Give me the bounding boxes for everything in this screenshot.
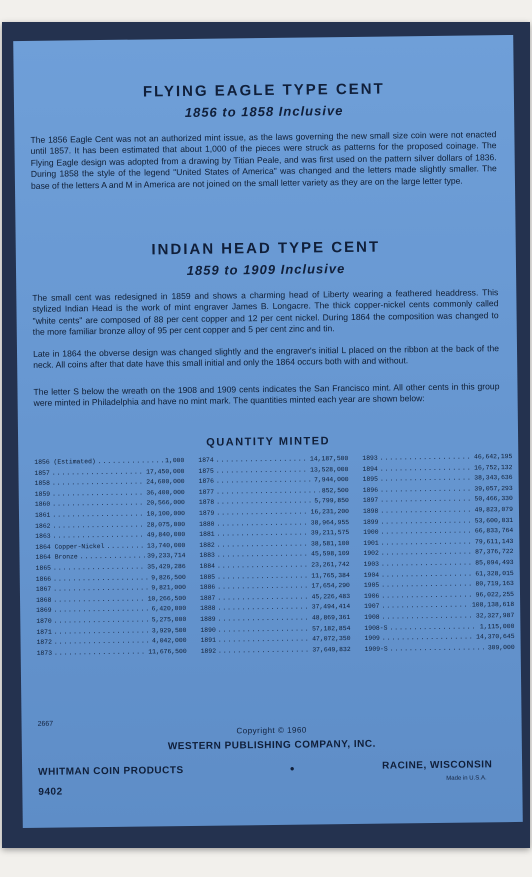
quantity-amount: 17,450,000: [146, 467, 185, 476]
quantity-amount: 5,275,000: [151, 615, 187, 624]
quantity-year: 1908-S: [364, 624, 388, 632]
quantity-year: 1897: [362, 497, 379, 505]
indian-head-text-1: The small cent was redesigned in 1859 and shows a charming head of Liberty wearing a feathered headdress. This stylized Indian Head is the work of mint engraver James B. Longacre. The thick copper-nickel cents commonly called "white cents" are composed of 88 per cent copper and 12 per cent nickel. During 1864 the composition was changed to the more familiar bronze alloy of 95 per cent copper and 5 per cent zinc and tin.: [32, 287, 499, 338]
city: RACINE, WISCONSIN: [382, 759, 493, 772]
quantity-year: 1888: [200, 604, 216, 613]
quantity-column-2: [198, 454, 350, 657]
quantity-year: 1895: [362, 475, 378, 484]
quantity-amount: 85,094,493: [475, 558, 514, 567]
quantity-year: 1890: [200, 626, 216, 634]
quantity-amount: 16,231,200: [310, 507, 350, 516]
quantity-year: 1903: [363, 560, 380, 568]
quantity-amount: 28,075,000: [146, 520, 186, 529]
quantity-year: 1901: [363, 539, 379, 547]
quantity-amount: 3,929,500: [151, 626, 187, 634]
quantity-amount: 1,115,000: [479, 622, 515, 630]
quantity-year: 1865: [35, 564, 52, 572]
quantity-amount: 309,000: [487, 643, 515, 652]
quantity-year: 1858: [34, 479, 51, 488]
quantity-year: 1883: [199, 552, 215, 560]
quantity-column-1: [34, 456, 186, 659]
bullet-separator: •: [290, 761, 295, 776]
quantity-amount: 48,869,361: [311, 613, 351, 622]
quantity-amount: 66,833,764: [474, 527, 514, 535]
quantity-row: [37, 647, 187, 659]
quantity-year: 1868: [35, 596, 52, 604]
quantity-year: 1909-S: [364, 645, 388, 653]
quantity-year: 1872: [36, 638, 52, 646]
quantity-year: 1862: [35, 522, 51, 530]
quantity-amount: 11,765,384: [311, 571, 350, 580]
quantity-amount: 14,370,645: [476, 633, 515, 641]
quantity-year: 1856 (Estimated): [34, 458, 96, 466]
quantity-amount: 53,600,031: [474, 516, 514, 525]
dot-leader: [54, 647, 146, 659]
brand: WHITMAN COIN PRODUCTS: [38, 765, 184, 778]
quantity-year: 1896: [362, 486, 379, 494]
quantity-amount: 9,826,500: [151, 573, 186, 581]
quantity-column-3: [362, 452, 514, 655]
quantity-amount: 10,266,500: [147, 594, 187, 603]
quantity-year: 1886: [199, 583, 216, 591]
quantity-year: 1879: [198, 509, 215, 517]
quantity-year: 1864 Copper-Nickel: [35, 542, 105, 551]
quantity-year: 1894: [362, 465, 378, 473]
quantity-amount: 87,376,722: [475, 548, 514, 556]
quantity-amount: 852,500: [321, 486, 349, 495]
flying-eagle-title: FLYING EAGLE TYPE CENT: [142, 80, 385, 101]
quantity-amount: 14,187,500: [309, 455, 349, 463]
quantity-year: 1887: [199, 594, 216, 602]
indian-head-title: INDIAN HEAD TYPE CENT: [151, 238, 381, 259]
quantity-year: 1899: [363, 518, 379, 526]
quantity-year: 1880: [199, 520, 215, 528]
quantity-amount: 35,429,286: [147, 562, 186, 571]
quantity-amount: 39,211,575: [310, 529, 350, 537]
indian-head-text-3: The letter S below the wreath on the 1908 and 1909 cents indicates the San Francisco mint. All other cents in this group were minted in Philadelphia and have no mint mark. The quantities minted each year are shown below:: [33, 381, 500, 409]
quantity-year: 1891: [200, 636, 216, 644]
quantity-amount: 108,138,618: [471, 601, 515, 609]
quantity-amount: 32,327,987: [475, 611, 515, 620]
quantity-amount: 7,944,000: [314, 476, 349, 484]
quantity-year: 1885: [199, 573, 216, 581]
flying-eagle-subtitle: 1856 to 1858 Inclusive: [184, 103, 344, 120]
quantity-year: 1898: [362, 507, 379, 515]
quantity-amount: 36,400,000: [146, 488, 185, 497]
made-in: Made in U.S.A.: [446, 775, 487, 782]
dot-leader: [218, 645, 310, 657]
quantity-year: 1864 Bronze: [35, 553, 78, 562]
quantity-amount: 46,642,195: [473, 453, 513, 461]
quantity-year: 1878: [198, 499, 215, 507]
quantity-year: 1861: [34, 511, 51, 519]
quantity-amount: 17,654,290: [311, 582, 350, 590]
quantity-year: 1909: [364, 634, 380, 642]
quantity-year: 1908: [364, 613, 380, 621]
quantity-amount: 45,226,483: [311, 592, 351, 601]
quantity-amount: 1,000: [165, 457, 185, 465]
quantity-year: 1907: [364, 602, 380, 611]
quantity-year: 1882: [199, 541, 215, 549]
quantity-year: 1902: [363, 549, 379, 558]
quantity-amount: 4,042,000: [151, 637, 187, 645]
quantity-amount: 23,261,742: [311, 560, 350, 569]
product-number: 9402: [38, 786, 63, 798]
quantity-year: 1905: [363, 581, 380, 589]
quantity-amount: 16,752,132: [474, 463, 513, 472]
quantity-year: 1906: [363, 592, 380, 600]
quantity-amount: 38,343,636: [474, 474, 513, 482]
quantity-amount: 39,233,714: [147, 552, 186, 560]
quantity-amount: 24,600,000: [146, 478, 185, 486]
dot-leader: [98, 456, 164, 467]
quantity-year: 1881: [199, 530, 215, 539]
quantity-amount: 61,328,015: [475, 569, 514, 578]
quantity-year: 1893: [362, 454, 378, 462]
quantity-amount: 57,182,854: [312, 624, 351, 632]
album-page: [13, 35, 523, 828]
quantity-year: 1859: [34, 490, 51, 498]
quantity-amount: 96,022,255: [475, 590, 515, 599]
quantity-year: 1876: [198, 477, 214, 486]
dot-leader: [390, 643, 486, 655]
quantity-amount: 37,494,414: [311, 603, 351, 611]
quantity-minted-title: QUANTITY MINTED: [206, 435, 331, 449]
indian-head-subtitle: 1859 to 1909 Inclusive: [186, 261, 346, 278]
quantity-year: 1877: [198, 488, 215, 496]
quantity-amount: 38,964,955: [310, 518, 350, 527]
quantity-year: 1870: [36, 617, 52, 625]
quantity-amount: 13,740,000: [146, 541, 186, 550]
quantity-amount: 45,598,109: [311, 550, 350, 558]
quantity-year: 1871: [36, 628, 52, 636]
quantity-year: 1866: [35, 575, 52, 583]
quantity-amount: 80,719,163: [475, 580, 514, 588]
quantity-amount: 38,581,100: [310, 539, 350, 548]
quantity-year: 1904: [363, 571, 380, 579]
quantity-year: 1867: [35, 585, 52, 593]
quantity-row: [201, 645, 351, 657]
quantity-year: 1869: [36, 606, 52, 615]
quantity-year: 1863: [35, 532, 51, 541]
quantity-row: [365, 643, 515, 655]
quantity-amount: 10,100,000: [146, 509, 186, 518]
catalog-code: 2667: [37, 720, 54, 728]
quantity-amount: 49,840,000: [146, 531, 186, 539]
quantity-year: 1874: [198, 456, 214, 464]
quantity-year: 1857: [34, 469, 50, 477]
quantity-amount: 20,566,000: [146, 499, 185, 507]
quantity-amount: 13,528,000: [310, 465, 349, 474]
indian-head-text-2: Late in 1864 the obverse design was changed slightly and the engraver's initial L placed on the ribbon at the back of the neck. All coins after that date have this small initial and only the 1864 occurs both with and without.: [32, 343, 500, 371]
quantity-amount: 37,649,832: [312, 645, 351, 654]
quantity-amount: 11,676,500: [148, 647, 187, 656]
publisher: WESTERN PUBLISHING COMPANY, INC.: [167, 738, 376, 753]
dot-leader: [106, 541, 145, 552]
quantity-year: 1900: [363, 528, 379, 536]
quantity-year: 1860: [34, 501, 51, 509]
quantity-year: 1875: [198, 467, 214, 475]
quantity-year: 1884: [199, 562, 216, 570]
quantity-amount: 6,420,000: [151, 605, 187, 613]
quantity-year: 1889: [200, 615, 216, 623]
quantity-year: 1892: [200, 647, 217, 655]
quantity-amount: 49,823,079: [474, 505, 514, 514]
quantity-amount: 39,057,293: [474, 484, 513, 493]
copyright: Copyright © 1960: [236, 725, 307, 736]
dot-leader: [80, 552, 146, 563]
quantity-year: 1873: [36, 649, 53, 657]
flying-eagle-text: The 1856 Eagle Cent was not an authorized mint issue, as the laws governing the new small size coin were not enacted until 1857. It has been estimated that about 1,000 of the pieces were struck as patterns for the proposed coinage. The Flying Eagle design was adopted from a drawing by Titian Peale, and was first used on the pattern silver dollars of 1836. During 1858 the style of the legend "United States of America" was changed and the letters made slightly smaller. The base of the letters A and M in America are not joined on the small letter variety as they are on the large letter type.: [30, 129, 497, 191]
quantity-amount: 5,799,850: [314, 497, 349, 505]
quantity-amount: 9,821,000: [151, 584, 186, 592]
quantity-amount: 47,072,350: [312, 635, 351, 643]
quantity-amount: 79,611,143: [474, 537, 514, 546]
quantity-amount: 50,466,330: [474, 495, 513, 503]
